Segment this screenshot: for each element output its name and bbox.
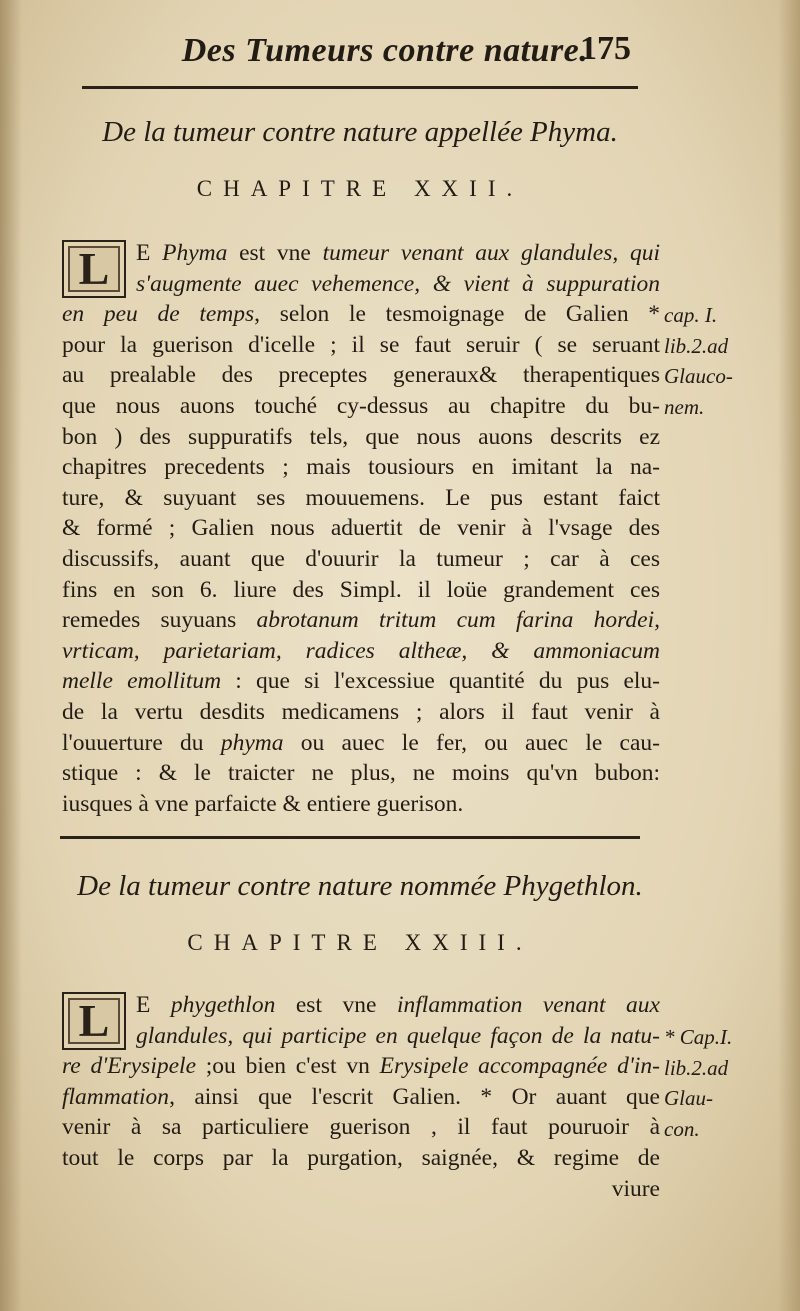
section-title-phyma: De la tumeur contre nature appellée Phyma. [102, 116, 618, 148]
text-run: re d'Erysipele [62, 1053, 196, 1080]
text-run: remedes suyuans [62, 607, 257, 634]
text-line [62, 391, 660, 422]
running-head: Des Tumeurs contre nature. [181, 32, 589, 69]
chapter-heading-22: CHAPITRE XXII. [196, 176, 524, 201]
text-run: melle emollitum [62, 668, 222, 695]
text-line [62, 697, 660, 728]
text-run: , selon le tesmoignage de Galien * [254, 301, 660, 328]
text-run: stique : & le traicter ne plus, ne moins qu'vn bubon: [62, 760, 660, 787]
chapter-heading-23: CHAPITRE XXIII. [187, 930, 533, 955]
text-run: & formé ; Galien nous aduertit de venir à l'vsage des [62, 515, 660, 542]
section-title-phygethlon: De la tumeur contre nature nommée Phygethlon. [77, 870, 643, 902]
text-line [62, 513, 660, 544]
text-line [62, 636, 660, 667]
text-line [62, 666, 660, 697]
text-line [62, 789, 660, 820]
text-line [62, 1112, 660, 1143]
text-line [62, 483, 660, 514]
text-line [62, 575, 660, 606]
chapter-23-text [62, 990, 660, 1204]
text-line [62, 238, 660, 269]
text-run: phygethlon [170, 992, 276, 1018]
text-run: viure [611, 1175, 660, 1202]
text-run: ;ou bien c'est vn [196, 1053, 380, 1080]
text-line [62, 269, 660, 300]
text-line [62, 299, 660, 330]
text-line [62, 1143, 660, 1174]
text-line [62, 544, 660, 575]
text-line [62, 452, 660, 483]
margin-note-line: Glau- [664, 1086, 713, 1111]
margin-note-line: * Cap.I. [664, 1025, 733, 1049]
text-line [62, 360, 660, 391]
text-run: discussifs, auant que d'ouurir la tumeur ; car à ces [62, 545, 660, 572]
text-run: ou auec le fer, ou auec le cau- [283, 729, 660, 756]
margin-note-line: con. [664, 1116, 700, 1141]
text-run: chapitres precedents ; mais tousiours en imitant la na- [62, 454, 660, 481]
text-run: vrticam, parietariam, radices altheæ, & ammoniacum [62, 637, 660, 664]
chapter-22-text [62, 238, 660, 819]
text-line [62, 605, 660, 636]
text-run: ture, & suyuant ses mouuemens. Le pus estant faict [62, 484, 660, 511]
text-line [62, 422, 660, 453]
text-run: glandules, qui participe en quelque façon de la natu- [136, 1022, 660, 1049]
text-run: tumeur venant aux glandules, qui [322, 240, 660, 266]
text-line [62, 1082, 660, 1113]
text-run: inflammation venant aux [397, 992, 660, 1018]
text-run: pour la guerison d'icelle ; il se faut seruir ( se seruant [62, 331, 660, 358]
text-run: au prealable des preceptes generaux& therapentiques [62, 362, 660, 389]
text-run: est vne [227, 240, 323, 266]
text-run: Phyma [162, 240, 228, 266]
margin-note-line: Glauco- [664, 364, 733, 389]
text-line [62, 1174, 660, 1205]
text-run: bon ) des suppuratifs tels, que nous auons descrits ez [62, 423, 660, 450]
drop-cap-initial: L [62, 240, 126, 298]
text-run: iusques à vne parfaicte & entiere guerison. [62, 790, 464, 817]
text-line [62, 990, 660, 1021]
section-divider-rule [60, 836, 640, 839]
text-line [62, 728, 660, 759]
margin-note-line: cap. I. [664, 303, 718, 327]
drop-cap-initial: L [62, 992, 126, 1050]
text-run: flammation [62, 1083, 170, 1110]
page-number: 175 [580, 30, 631, 67]
text-run: de la vertu desdits medicamens ; alors il faut venir à [62, 698, 660, 725]
text-run: : que si l'excessiue quantité du pus elu- [221, 668, 660, 695]
margin-note-galien-ref [664, 300, 784, 422]
margin-note-galien-ref [664, 1022, 784, 1144]
text-line [62, 330, 660, 361]
text-run: E [136, 992, 171, 1018]
text-run: est vne [275, 992, 397, 1018]
text-run: fins en son 6. liure des Simpl. il loüe grandement ces [62, 576, 660, 603]
margin-note-line: lib.2.ad [664, 1055, 729, 1080]
page-edge-shadow-left [0, 0, 22, 1311]
text-run: phyma [220, 729, 284, 756]
text-run: E [136, 240, 163, 266]
margin-note-line: lib.2.ad [664, 333, 729, 358]
text-run: l'ouuerture du [62, 729, 221, 756]
text-run: Erysipele accompagnée d'in- [379, 1053, 660, 1080]
text-run: venir à sa particuliere guerison , il faut pouruoir à [62, 1114, 660, 1141]
text-run: , ainsi que l'escrit Galien. * Or auant que [169, 1083, 660, 1110]
text-line [62, 758, 660, 789]
text-run: en peu de temps [62, 301, 255, 328]
text-run: s'augmente auec vehemence, & vient à suppuration [136, 270, 660, 297]
margin-note-line: nem. [664, 394, 705, 419]
text-run: tout le corps par la purgation, saignée, & regime de [62, 1144, 660, 1171]
text-line [62, 1051, 660, 1082]
text-run: abrotanum tritum cum farina hordei, [256, 607, 660, 634]
text-run: que nous auons touché cy-dessus au chapitre du bu- [62, 392, 660, 419]
text-line [62, 1021, 660, 1052]
header-rule [82, 86, 638, 89]
